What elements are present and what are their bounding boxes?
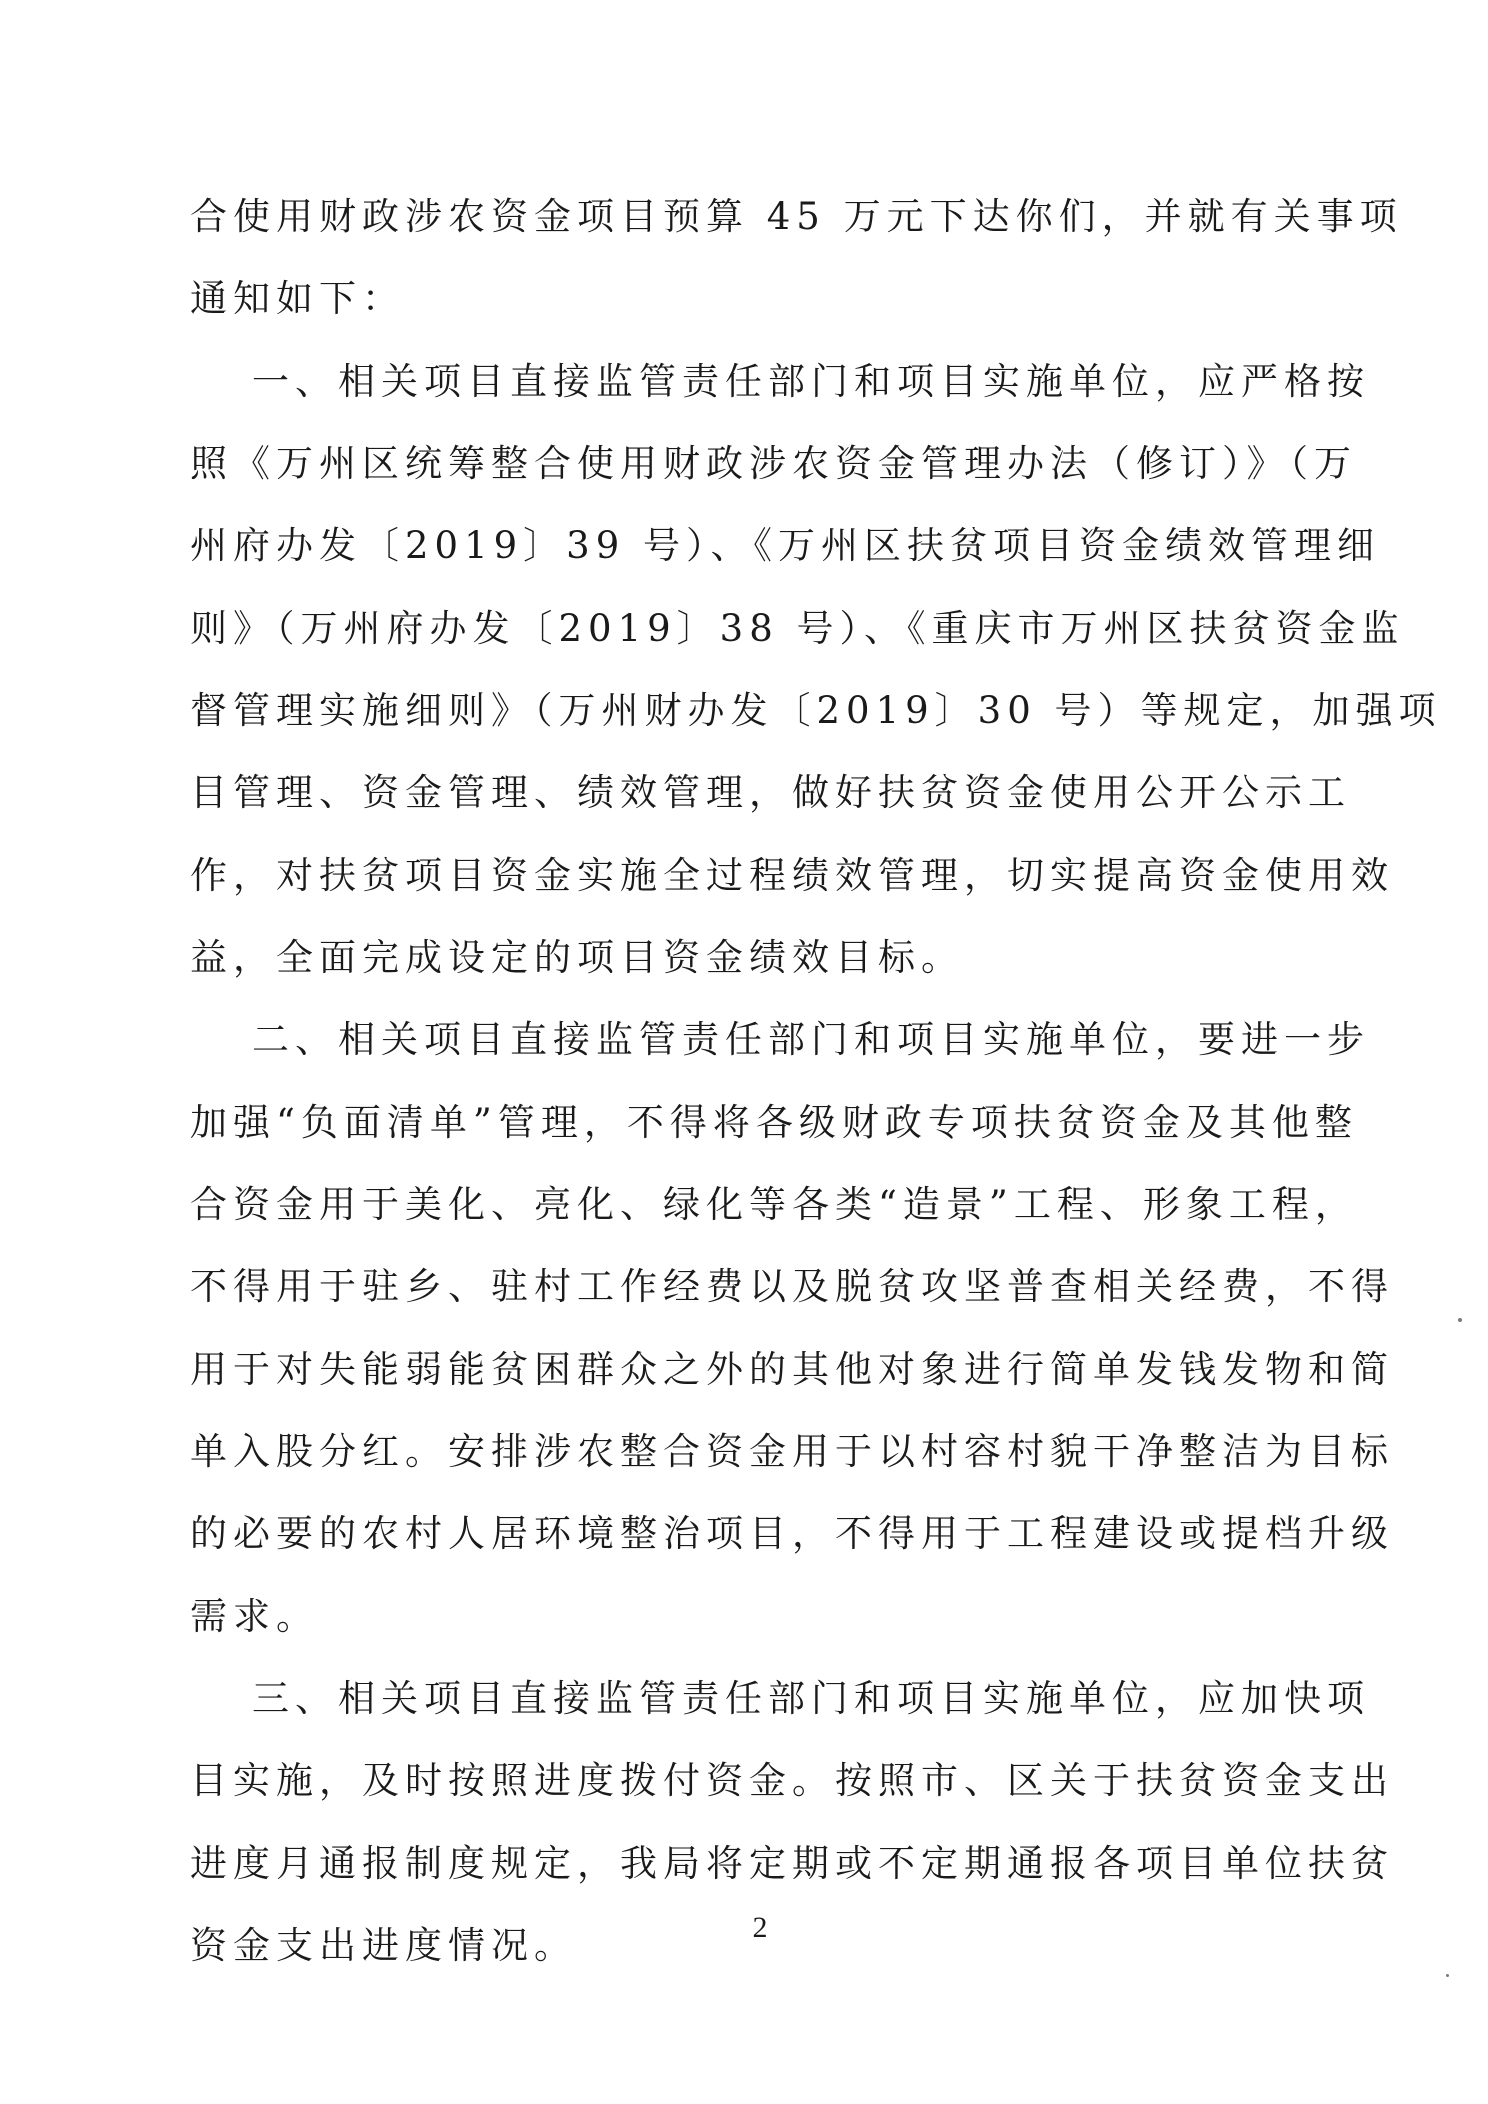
page-number: 2 <box>752 1911 768 1944</box>
text-line-20: 目实施，及时按照进度拨付资金。按照市、区关于扶贫资金支出 <box>190 1759 1394 1802</box>
text-line-22: 资金支出进度情况。 <box>190 1924 577 1967</box>
text-line-16: 单入股分红。安排涉农整合资金用于以村容村貌干净整洁为目标 <box>190 1430 1394 1473</box>
text-line-3: 一、相关项目直接监管责任部门和项目实施单位，应严格按 <box>252 360 1370 403</box>
text-line-7: 督管理实施细则》（万州财办发〔2019〕30 号）等规定，加强项 <box>190 689 1442 732</box>
text-line-12: 加强“负面清单”管理，不得将各级财政专项扶贫资金及其他整 <box>190 1101 1358 1144</box>
text-line-13: 合资金用于美化、亮化、绿化等各类“造景”工程、形象工程， <box>190 1183 1358 1226</box>
text-line-11: 二、相关项目直接监管责任部门和项目实施单位，要进一步 <box>252 1018 1370 1061</box>
text-line-9: 作，对扶贫项目资金实施全过程绩效管理，切实提高资金使用效 <box>190 854 1394 897</box>
text-line-18: 需求。 <box>190 1595 319 1638</box>
text-line-5: 州府办发〔2019〕39 号）、《万州区扶贫项目资金绩效管理细 <box>190 524 1381 567</box>
scan-speck <box>1458 1318 1462 1322</box>
text-line-10: 益，全面完成设定的项目资金绩效目标。 <box>190 936 964 979</box>
text-line-17: 的必要的农村人居环境整治项目，不得用于工程建设或提档升级 <box>190 1512 1394 1555</box>
text-line-6: 则》（万州府办发〔2019〕38 号）、《重庆市万州区扶贫资金监 <box>190 607 1405 650</box>
text-line-21: 进度月通报制度规定，我局将定期或不定期通报各项目单位扶贫 <box>190 1842 1394 1885</box>
text-line-14: 不得用于驻乡、驻村工作经费以及脱贫攻坚普查相关经费，不得 <box>190 1265 1394 1308</box>
text-line-1: 合使用财政涉农资金项目预算 45 万元下达你们，并就有关事项 <box>190 195 1403 238</box>
scan-speck <box>1446 1974 1449 1977</box>
text-line-8: 目管理、资金管理、绩效管理，做好扶贫资金使用公开公示工 <box>190 771 1351 814</box>
text-line-2: 通知如下： <box>190 277 405 320</box>
text-line-19: 三、相关项目直接监管责任部门和项目实施单位，应加快项 <box>252 1677 1370 1720</box>
text-line-15: 用于对失能弱能贫困群众之外的其他对象进行简单发钱发物和简 <box>190 1348 1394 1391</box>
text-line-4: 照《万州区统筹整合使用财政涉农资金管理办法（修订）》（万 <box>190 442 1357 485</box>
